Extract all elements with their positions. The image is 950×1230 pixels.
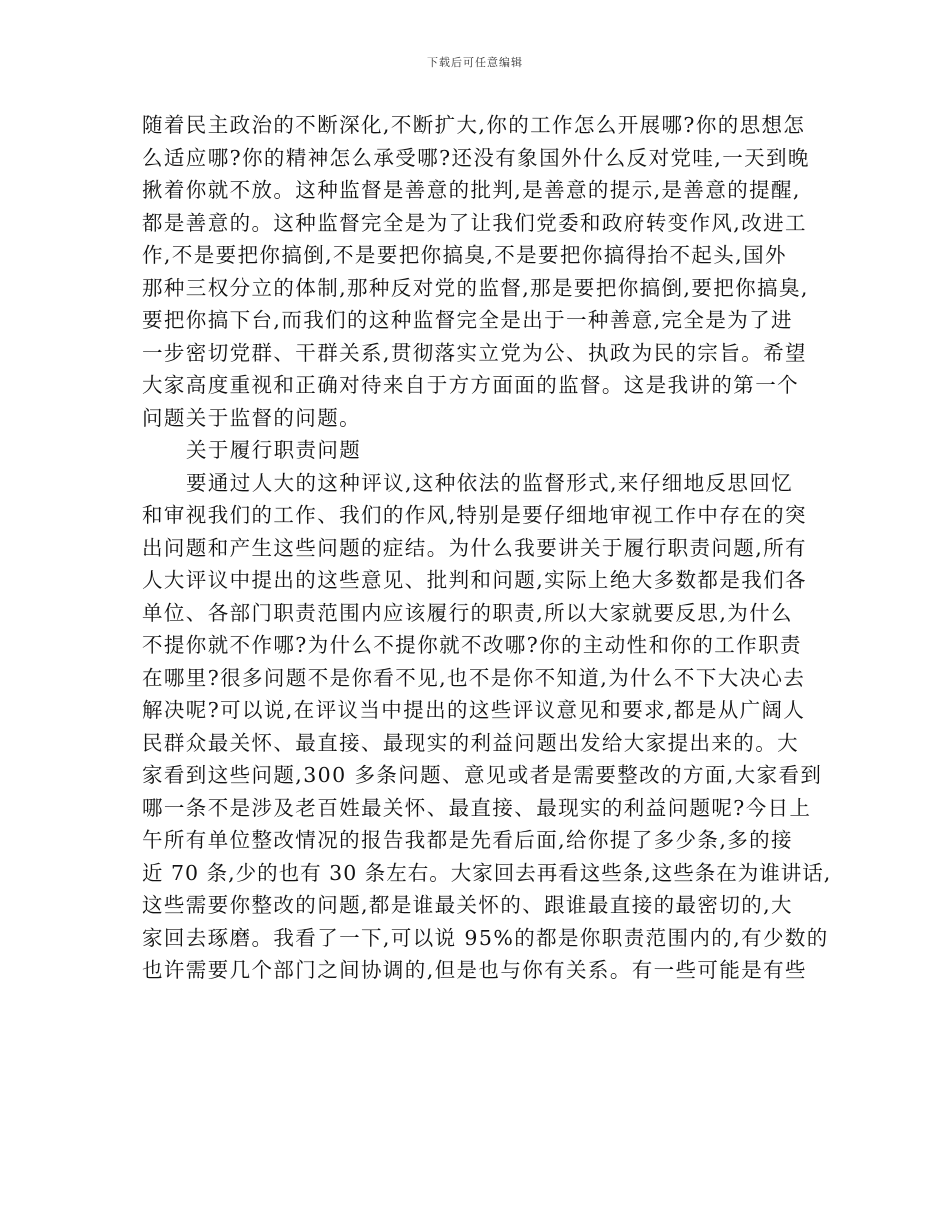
text-line: 民群众最关怀、最直接、最现实的利益问题出发给大家提出来的。大	[142, 730, 799, 755]
text-line: 这些需要你整改的问题,都是谁最关怀的、跟谁最直接的最密切的,大	[142, 893, 793, 917]
text-line: 出问题和产生这些问题的症结。为什么我要讲关于履行职责问题,所有	[142, 535, 807, 560]
text-line: 大家高度重视和正确对待来自于方方面面的监督。这是我讲的第一个	[142, 373, 799, 397]
text-line: 家看到这些问题,300 多条问题、意见或者是需要整改的方面,大家看到	[142, 763, 823, 787]
text-line: 揪着你就不放。这种监督是善意的批判,是善意的提示,是善意的提醒,	[142, 178, 801, 202]
text-line: 和审视我们的工作、我们的作风,特别是要仔细地审视工作中存在的突	[142, 503, 807, 527]
text-line: 也许需要几个部门之间协调的,但是也与你有关系。有一些可能是有些	[142, 958, 807, 982]
text-line: 作,不是要把你搞倒,不是要把你搞臭,不是要把你搞得抬不起头,国外	[142, 243, 787, 267]
document-body	[142, 109, 832, 987]
text-line: 一步密切党群、干群关系,贯彻落实立党为公、执政为民的宗旨。希望	[142, 340, 807, 365]
text-line: 不提你就不作哪?为什么不提你就不改哪?你的主动性和你的工作职责	[142, 633, 802, 657]
text-line: 都是善意的。这种监督完全是为了让我们党委和政府转变作风,改进工	[142, 210, 807, 235]
text-line: 近 70 条,少的也有 30 条左右。大家回去再看这些条,这些条在为谁讲话,	[142, 860, 832, 885]
text-line: 哪一条不是涉及老百姓最关怀、最直接、最现实的利益问题呢?今日上	[142, 795, 812, 820]
section-heading: 关于履行职责问题	[186, 438, 362, 462]
text-line: 那种三权分立的体制,那种反对党的监督,那是要把你搞倒,要把你搞臭,	[142, 275, 809, 300]
text-line: 人大评议中提出的这些意见、批判和问题,实际上绝大多数都是我们各	[142, 568, 807, 592]
text-line: 解决呢?可以说,在评议当中提出的这些评议意见和要求,都是从广阔人	[142, 698, 806, 722]
text-line: 在哪里?很多问题不是你看不见,也不是你不知道,为什么不下大决心去	[142, 665, 806, 690]
text-line: 家回去琢磨。我看了一下,可以说 95%的都是你职责范围内的,有少数的	[142, 925, 829, 950]
text-line: 要把你搞下台,而我们的这种监督完全是出于一种善意,完全是为了进	[142, 308, 793, 332]
text-line: 随着民主政治的不断深化,不断扩大,你的工作怎么开展哪?你的思想怎	[142, 113, 806, 137]
text-line: 要通过人大的这种评议,这种依法的监督形式,来仔细地反思回忆	[186, 470, 794, 495]
text-line: 午所有单位整改情况的报告我都是先看后面,给你提了多少条,多的接	[142, 828, 793, 852]
text-line: 问题关于监督的问题。	[142, 405, 361, 430]
text-line: 单位、各部门职责范围内应该履行的职责,所以大家就要反思,为什么	[142, 600, 793, 625]
text-line: 么适应哪?你的精神怎么承受哪?还没有象国外什么反对党哇,一天到晚	[142, 145, 810, 170]
header-note: 下载后可任意编辑	[427, 56, 523, 69]
